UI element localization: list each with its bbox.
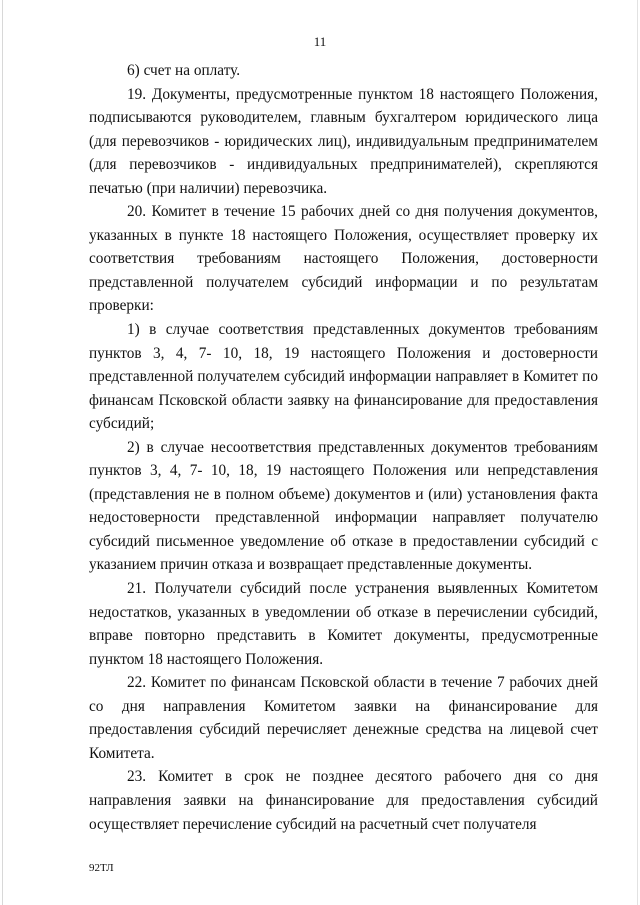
paragraph-23: 23. Комитет в срок не позднее десятого рабочего дня со дня направления заявки на финансирование для предоставления субсидий осуществляет перечисление субсидий на расчетный счет получателя — [89, 768, 598, 833]
scan-edge-left — [2, 0, 3, 905]
paragraph-20-subitem-2: 2) в случае несоответствия представленных документов требованиям пунктов 3, 4, 7- 10, 18, 19 настоящего Положения или непредставления (представления не в полном объеме) документов и (или) установления факта недостоверности представленной информации направляет получателю субсидий письменное уведомление об отказе в предоставлении субсидий с указанием причин отказа и возвращает представленные документы. — [89, 438, 598, 574]
paragraph-item-6: 6) счет на оплату. — [127, 62, 241, 79]
footer-document-code: 92ТЛ — [89, 862, 114, 874]
paragraph-19: 19. Документы, предусмотренные пунктом 18 настоящего Положения, подписываются руководителем, главным бухгалтером юридического лица (для перевозчиков - юридических лиц), индивидуальным предпринимателем (для перевозчиков - индивидуальных предпринимателей), скрепляются печатью (при наличии) перевозчика. — [89, 85, 598, 197]
paragraph-21: 21. Получатели субсидий после устранения выявленных Комитетом недостатков, указанных в уведомлении об отказе в перечислении субсидий, вправе повторно представить в Комитет документы, предусмотренные пунктом 18 настоящего Положения. — [89, 580, 598, 668]
paragraph-20-subitem-1: 1) в случае соответствия представленных документов требованиям пунктов 3, 4, 7- 10, 18, 19 настоящего Положения и достоверности представленной получателем субсидий информации направляет в Комитет по финансам Псковской области заявку на финансирование для предоставления субсидий; — [89, 321, 598, 433]
paragraph-20: 20. Комитет в течение 15 рабочих дней со дня получения документов, указанных в пункте 18 настоящего Положения, осуществляет проверку их соответствия требованиям настоящего Положения, достоверности представленной получателем субсидий информации и по результатам проверки: — [89, 203, 598, 315]
page-number: 11 — [313, 34, 327, 49]
paragraph-22: 22. Комитет по финансам Псковской области в течение 7 рабочих дней со дня направления Комитетом заявки на финансирование для предоставления субсидий перечисляет денежные средства на лицевой счет Комитета. — [89, 674, 598, 762]
scan-edge-right — [637, 0, 638, 905]
document-body — [89, 59, 598, 836]
